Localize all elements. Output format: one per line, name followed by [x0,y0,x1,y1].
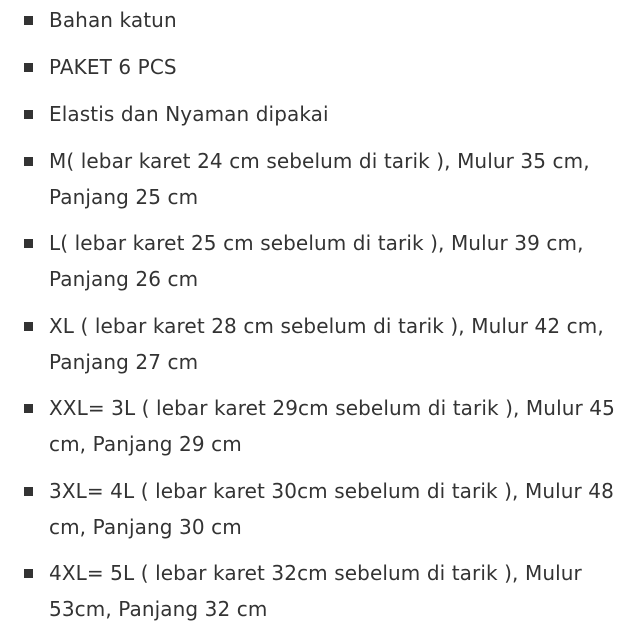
list-item-size-xxl [49,390,620,462]
list-item-paket [49,49,620,85]
list-item-text: Bahan katun [49,8,177,32]
list-item-text-line2: Panjang 26 cm [49,267,199,291]
list-item-text-line1: L( lebar karet 25 cm sebelum di tarik ), Mulur 39 cm, [49,231,584,255]
list-item-text-line1: XXL= 3L ( lebar karet 29cm sebelum di tarik ), Mulur 45 [49,396,615,420]
square-bullet-icon [24,63,33,72]
list-item-elastis [49,96,620,132]
list-item-size-4xl [49,555,620,627]
list-item-size-m [49,143,620,215]
list-item-text-line2: Panjang 27 cm [49,350,199,374]
square-bullet-icon [24,239,33,248]
list-item-text-line2: Panjang 25 cm [49,185,199,209]
list-item-text-line2: cm, Panjang 29 cm [49,432,242,456]
list-item-text-line1: XL ( lebar karet 28 cm sebelum di tarik ), Mulur 42 cm, [49,314,604,338]
square-bullet-icon [24,157,33,166]
square-bullet-icon [24,322,33,331]
square-bullet-icon [24,16,33,25]
list-item-bahan [49,2,620,38]
square-bullet-icon [24,487,33,496]
square-bullet-icon [24,404,33,413]
square-bullet-icon [24,110,33,119]
list-item-size-3xl [49,473,620,545]
list-item-size-xl [49,308,620,380]
list-item-text-line1: 3XL= 4L ( lebar karet 30cm sebelum di tarik ), Mulur 48 [49,479,614,503]
list-item-size-l [49,225,620,297]
list-item-text-line1: 4XL= 5L ( lebar karet 32cm sebelum di tarik ), Mulur [49,561,582,585]
square-bullet-icon [24,569,33,578]
list-item-text-line1: M( lebar karet 24 cm sebelum di tarik ), Mulur 35 cm, [49,149,590,173]
list-item-text-line2: 53cm, Panjang 32 cm [49,597,268,621]
list-item-text: PAKET 6 PCS [49,55,177,79]
list-item-text: Elastis dan Nyaman dipakai [49,102,329,126]
list-item-text-line2: cm, Panjang 30 cm [49,515,242,539]
